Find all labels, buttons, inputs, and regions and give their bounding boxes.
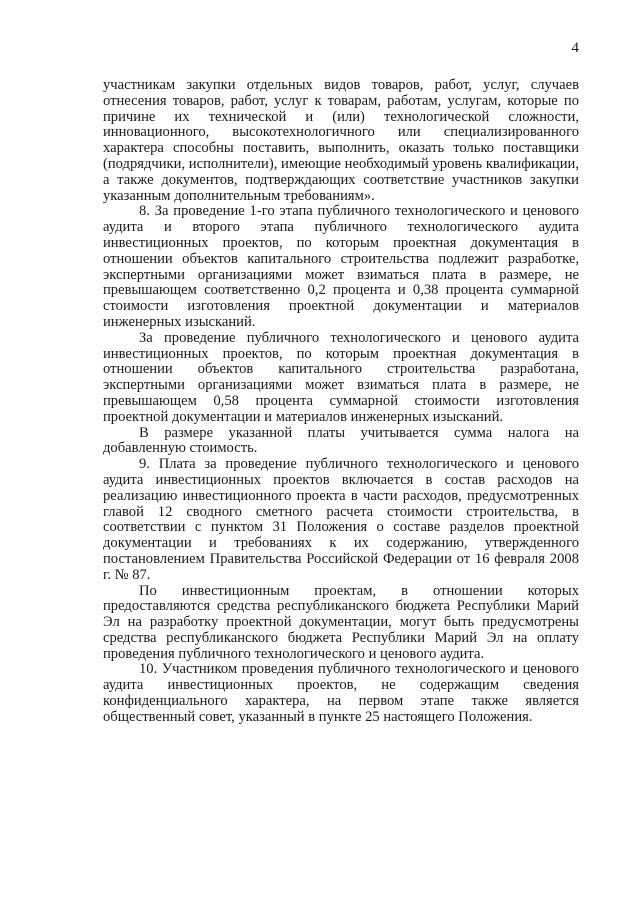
paragraph-vat-note: В размере указанной платы учитывается сумма налога на добавленную стоимость.: [103, 424, 579, 457]
paragraph-item-9: 9. Плата за проведение публичного технологического и ценового аудита инвестиционных проектов включается в состав расходов на реализацию инвестиционного проекта в части расходов, предусмотренных главой 12 сводного сметного расчета стоимости строительства, в соответствии с пунктом 31 Положения о составе разделов проектной документации и требованиях к их содержанию, утвержденного постановлением Правительства Российской Федерации от 16 февраля 2008 г. № 87.: [103, 456, 579, 583]
paragraph-item-9-second: По инвестиционным проектам, в отношении которых предоставляются средства республиканского бюджета Республики Марий Эл на разработку проектной документации, могут быть предусмотрены средства республиканского бюджета Республики Марий Эл на оплату проведения публичного технологического и ценового аудита.: [103, 582, 579, 662]
page-number: 4: [571, 40, 579, 56]
paragraph-item-10: 10. Участником проведения публичного технологического и ценового аудита инвестиционных проектов, не содержащим сведения конфиденциального характера, на первом этапе также является общественный совет, указанный в пункте 25 настоящего Положения.: [103, 661, 579, 725]
paragraph-item-8-second: За проведение публичного технологического и ценового аудита инвестиционных проектов, по которым проектная документация в отношении объектов капитального строительства разработана, экспертными организациями может взиматься плата в размере, не превышающем 0,58 процента суммарной стоимости изготовления проектной документации и материалов инженерных изысканий.: [103, 329, 579, 425]
paragraph-item-8: 8. За проведение 1-го этапа публичного технологического и ценового аудита и второго этапа публичного технологического аудита инвестиционных проектов, по которым проектная документация в отношении объектов капитального строительства подлежит разработке, экспертными организациями может взиматься плата в размере, не превышающем соответственно 0,2 процента и 0,38 процента суммарной стоимости изготовления проектной документации и материалов инженерных изысканий.: [103, 203, 579, 330]
paragraph-continuation: участникам закупки отдельных видов товаров, работ, услуг, случаев отнесения товаров, работ, услуг к товарам, работам, услугам, которые по причине их технической и (или) технологической сложности, инновационного, высокотехнологичного или специализированного характера способны поставить, выполнить, оказать только поставщики (подрядчики, исполнители), имеющие необходимый уровень квалификации, а также документов, подтверждающих соответствие участников закупки указанным дополнительным требованиям».: [103, 77, 579, 204]
document-body: [103, 78, 579, 726]
